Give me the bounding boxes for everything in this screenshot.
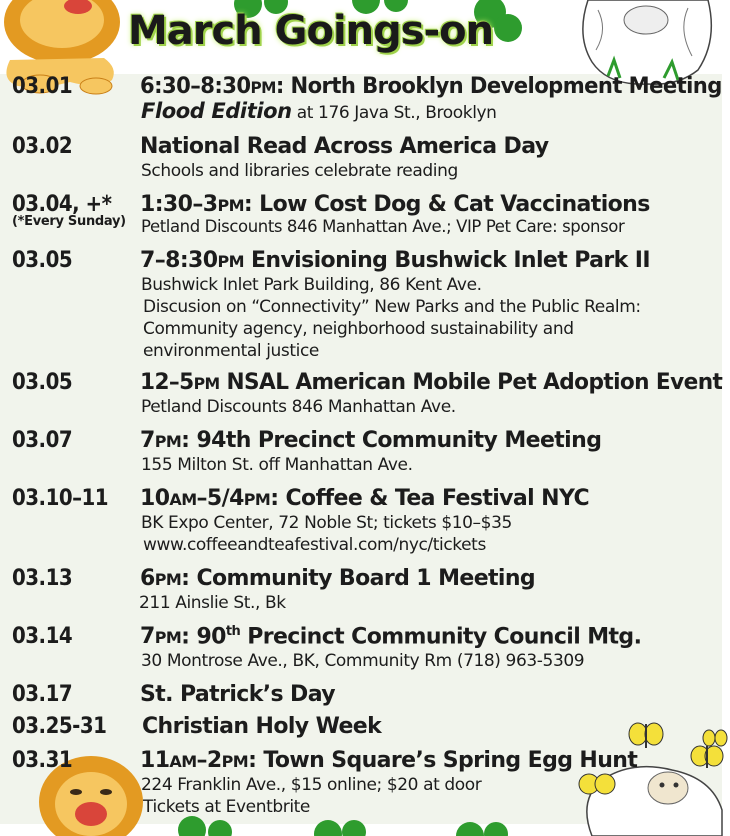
event-heading <box>140 134 549 159</box>
event-heading <box>140 370 722 395</box>
event-heading: 7PM: 94th Precinct Community Meeting <box>140 428 602 453</box>
event-date: 03.10–11 <box>12 486 109 511</box>
event-time: 7PM <box>140 428 182 453</box>
event-date: 03.05 <box>12 248 73 273</box>
event-title: Christian Holy Week <box>142 714 382 739</box>
event-title: NSAL American Mobile Pet Adoption Event <box>226 370 723 395</box>
event-time: 1:30–3PM <box>140 192 244 217</box>
event-title: 94th Precinct Community Meeting <box>196 428 602 453</box>
event-date: 03.25-31 <box>12 714 107 739</box>
event-detail: Flood Edition at 176 Java St., Brooklyn <box>141 99 497 123</box>
event-date-note: (*Every Sunday) <box>12 214 126 229</box>
butterfly-icon-3 <box>702 728 728 750</box>
event-date: 03.13 <box>12 566 73 591</box>
event-date: 03.04, +* <box>12 192 112 217</box>
event-date: 03.31 <box>12 748 73 773</box>
event-time: 12–5PM <box>140 370 220 395</box>
event-title: Envisioning Bushwick Inlet Park II <box>250 248 650 273</box>
event-title: Community Board 1 Meeting <box>196 566 536 591</box>
event-heading <box>140 248 650 273</box>
event-heading: 10AM–5/4PM: Coffee & Tea Festival NYC <box>140 486 590 511</box>
page-title: March Goings-on <box>128 8 494 54</box>
event-date: 03.17 <box>12 682 73 707</box>
event-title: Precinct Community Council Mtg. <box>247 624 642 650</box>
event-time: 10AM–5/4PM <box>140 486 271 511</box>
event-title: North Brooklyn Development Meeting <box>290 74 722 99</box>
event-detail: 224 Franklin Ave., $15 online; $20 at door Tickets at Eventbrite <box>141 775 482 817</box>
event-date: 03.02 <box>12 134 73 159</box>
event-time: 6PM <box>140 566 182 591</box>
event-heading: 6PM: Community Board 1 Meeting <box>140 566 536 591</box>
event-title: Town Square’s Spring Egg Hunt <box>263 748 638 773</box>
event-heading: 1:30–3PM: Low Cost Dog & Cat Vaccinations <box>140 192 650 217</box>
event-detail: Petland Discounts 846 Manhattan Ave. <box>141 397 456 417</box>
butterfly-icon-4 <box>578 772 616 800</box>
event-time: 11AM–2PM <box>140 748 249 773</box>
event-heading: 7PM: 90th Precinct Community Council Mtg. <box>140 624 642 650</box>
event-date: 03.01 <box>12 74 73 99</box>
event-date: 03.05 <box>12 370 73 395</box>
event-detail: 155 Milton St. off Manhattan Ave. <box>141 455 413 475</box>
event-date: 03.14 <box>12 624 73 649</box>
event-time: 6:30–8:30PM <box>140 74 276 99</box>
event-detail: 211 Ainslie St., Bk <box>139 593 286 613</box>
event-heading: 6:30–8:30PM: North Brooklyn Development Meeting <box>140 74 722 99</box>
event-title: Low Cost Dog & Cat Vaccinations <box>259 192 650 217</box>
event-title: St. Patrick’s Day <box>140 682 336 707</box>
event-date: 03.07 <box>12 428 73 453</box>
event-time: 7–8:30PM <box>140 248 244 273</box>
event-detail: Petland Discounts 846 Manhattan Ave.; VIP Pet Care: sponsor <box>141 217 625 236</box>
event-detail: 30 Montrose Ave., BK, Community Rm (718) 963-5309 <box>141 651 585 671</box>
event-heading <box>142 714 381 739</box>
event-title: Coffee & Tea Festival NYC <box>285 486 590 511</box>
event-heading: 11AM–2PM: Town Square’s Spring Egg Hunt <box>140 748 638 773</box>
event-detail: Bushwick Inlet Park Building, 86 Kent Ave. Discusion on “Connectivity” New Parks and the Public Realm: Community agency, neighborhood sustainability and environmental justice <box>141 275 641 361</box>
event-title: National Read Across America Day <box>140 134 549 159</box>
event-detail: Schools and libraries celebrate reading <box>141 161 458 181</box>
event-emphasis: Flood Edition <box>141 99 292 123</box>
event-time: 7PM <box>140 624 182 650</box>
event-detail: BK Expo Center, 72 Noble St; tickets $10–$35 www.coffeeandteafestival.com/nyc/tickets <box>141 513 512 555</box>
event-heading <box>140 682 335 707</box>
